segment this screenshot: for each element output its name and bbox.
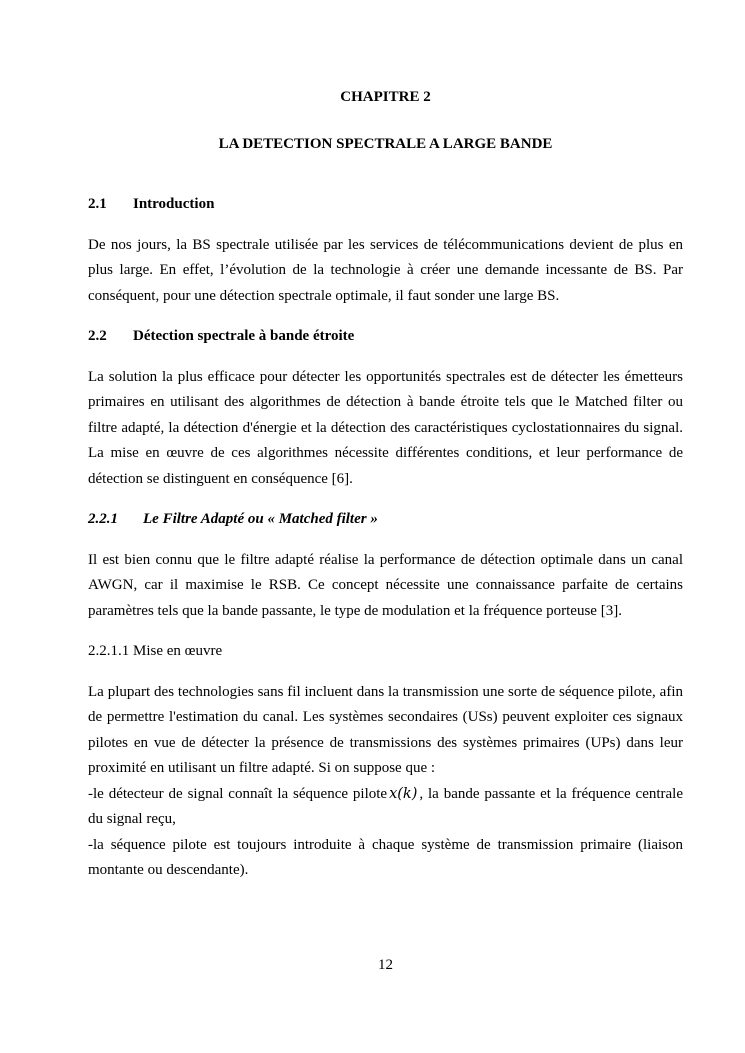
- section-number: 2.1: [88, 196, 107, 212]
- chapter-title: LA DETECTION SPECTRALE A LARGE BANDE: [218, 135, 553, 152]
- section-heading-2-2: [88, 324, 683, 350]
- section-number: 2.2.1: [88, 511, 118, 527]
- chapter-label: CHAPITRE 2: [340, 89, 431, 105]
- math-pilot-sequence-x-k: x(k): [389, 785, 418, 802]
- paragraph-narrowband-detection: La solution la plus efficace pour détecter les opportunités spectrales est de détecter les émetteurs primaires en utilisant des algorithmes de détection à bande étroite tels que le Matched filter ou filtre adapté, la détection d'énergie et la détection des caractéristiques cyclostationnaires du signal. La mise en œuvre de ces algorithmes nécessite différentes conditions, et leur performance de détection se distinguent en conséquence [6].: [88, 368, 683, 487]
- section-number: 2.2: [88, 328, 107, 344]
- section-heading-2-2-1-1: 2.2.1.1 Mise en œuvre: [88, 643, 223, 659]
- section-title: Le Filtre Adapté ou « Matched filter »: [143, 511, 378, 527]
- section-title: Détection spectrale à bande étroite: [133, 328, 355, 344]
- assumption-1-text-after: , la bande passante et la fréquence centrale du signal reçu,: [88, 785, 683, 827]
- paragraph-mise-en-oeuvre: [88, 680, 683, 884]
- section-heading-2-2-1: [88, 507, 683, 533]
- assumption-1: [88, 782, 683, 833]
- paragraph-pilot-sequence: La plupart des technologies sans fil incluent dans la transmission une sorte de séquence pilote, afin de permettre l'estimation du canal. Les systèmes secondaires (USs) peuvent exploiter ces signaux pilotes en vue de détecter la présence de transmissions des systèmes primaires (UPs) dans leur proximité en utilisant un filtre adapté. Si on suppose que :: [88, 683, 683, 776]
- assumption-2: -la séquence pilote est toujours introduite à chaque système de transmission primaire (liaison montante ou descendante).: [88, 836, 683, 878]
- page-number: 12: [378, 957, 393, 973]
- assumption-1-text-before: -le détecteur de signal connaît la séquence pilote: [88, 785, 388, 802]
- paragraph-matched-filter: Il est bien connu que le filtre adapté réalise la performance de détection optimale dans un canal AWGN, car il maximise le RSB. Ce concept nécessite une connaissance parfaite de certains paramètres tels que la bande passante, le type de modulation et la fréquence porteuse [3].: [88, 551, 683, 619]
- section-heading-2-1: [88, 192, 683, 218]
- paragraph-introduction: De nos jours, la BS spectrale utilisée par les services de télécommunications devient de plus en plus large. En effet, l’évolution de la technologie à créer une demande incessante de BS. Par conséquent, pour une détection spectrale optimale, il faut sonder une large BS.: [88, 236, 683, 304]
- section-title: Introduction: [133, 196, 215, 212]
- document-content: [88, 85, 683, 884]
